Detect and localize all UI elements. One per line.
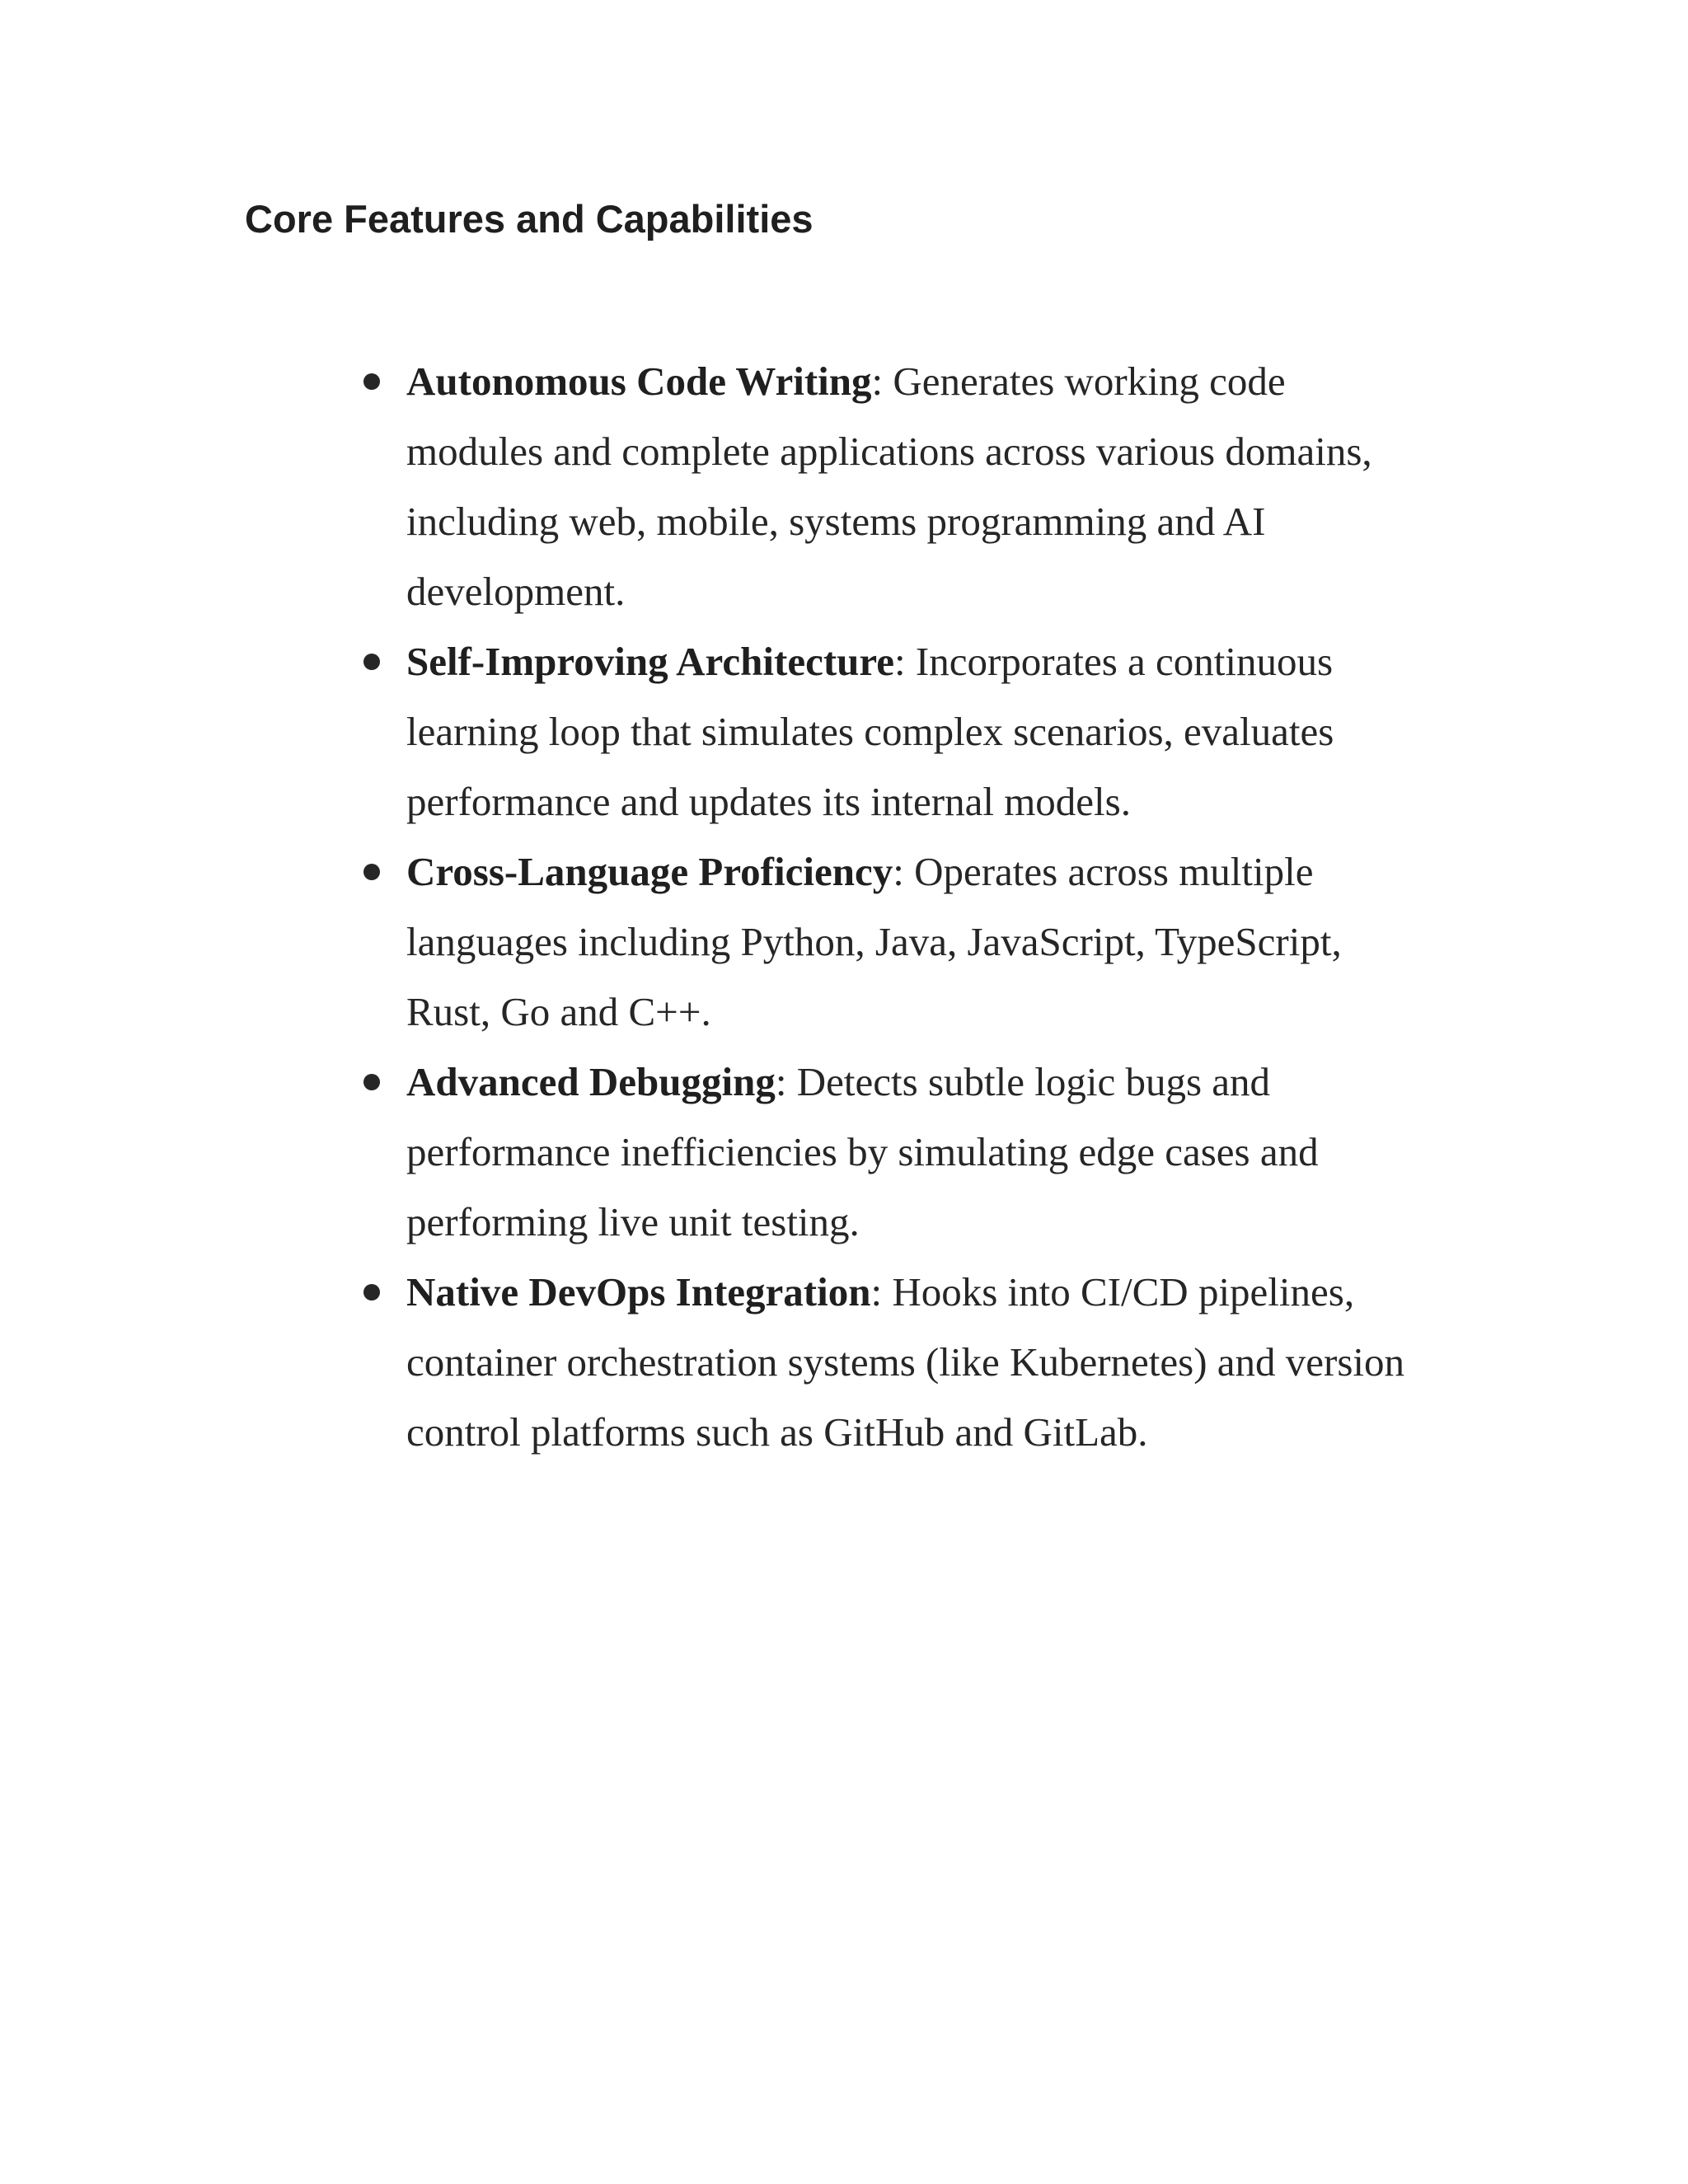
feature-description: Detects subtle logic bugs and performance inefficiencies by simulating edge cases and performing live unit testing. [406,1059,1319,1244]
list-item [406,837,1428,1047]
bullet-icon [359,1047,384,1117]
feature-description: Generates working code modules and complete applications across various domains, including web, mobile, systems programming and AI development. [406,359,1372,614]
feature-name: Cross-Language Proficiency [406,849,893,894]
feature-name: Advanced Debugging [406,1059,776,1104]
feature-description: Operates across multiple languages including Python, Java, JavaScript, TypeScript, Rust, Go and C++. [406,849,1342,1034]
bullet-icon [359,837,384,907]
feature-description: Incorporates a continuous learning loop that simulates complex scenarios, evaluates performance and updates its internal models. [406,639,1334,824]
feature-separator: : [893,849,904,894]
feature-separator: : [870,1269,883,1315]
bullet-icon [359,626,384,696]
feature-name: Native DevOps Integration [406,1269,871,1315]
bullet-icon [359,346,384,416]
feature-name: Autonomous Code Writing [406,359,872,404]
list-item [406,1257,1428,1467]
feature-separator: : [871,359,884,404]
list-item [406,1047,1428,1257]
feature-description: Hooks into CI/CD pipelines, container orchestration systems (like Kubernetes) and version control platforms such as GitHub and GitLab. [406,1269,1405,1455]
bullet-icon [359,1257,384,1327]
feature-list [406,346,1428,1467]
feature-separator: : [775,1059,787,1104]
list-item [406,346,1428,626]
list-item [406,626,1428,837]
feature-name: Self-Improving Architecture [406,639,895,684]
section-heading: Core Features and Capabilities [245,197,814,241]
feature-separator: : [894,639,906,684]
